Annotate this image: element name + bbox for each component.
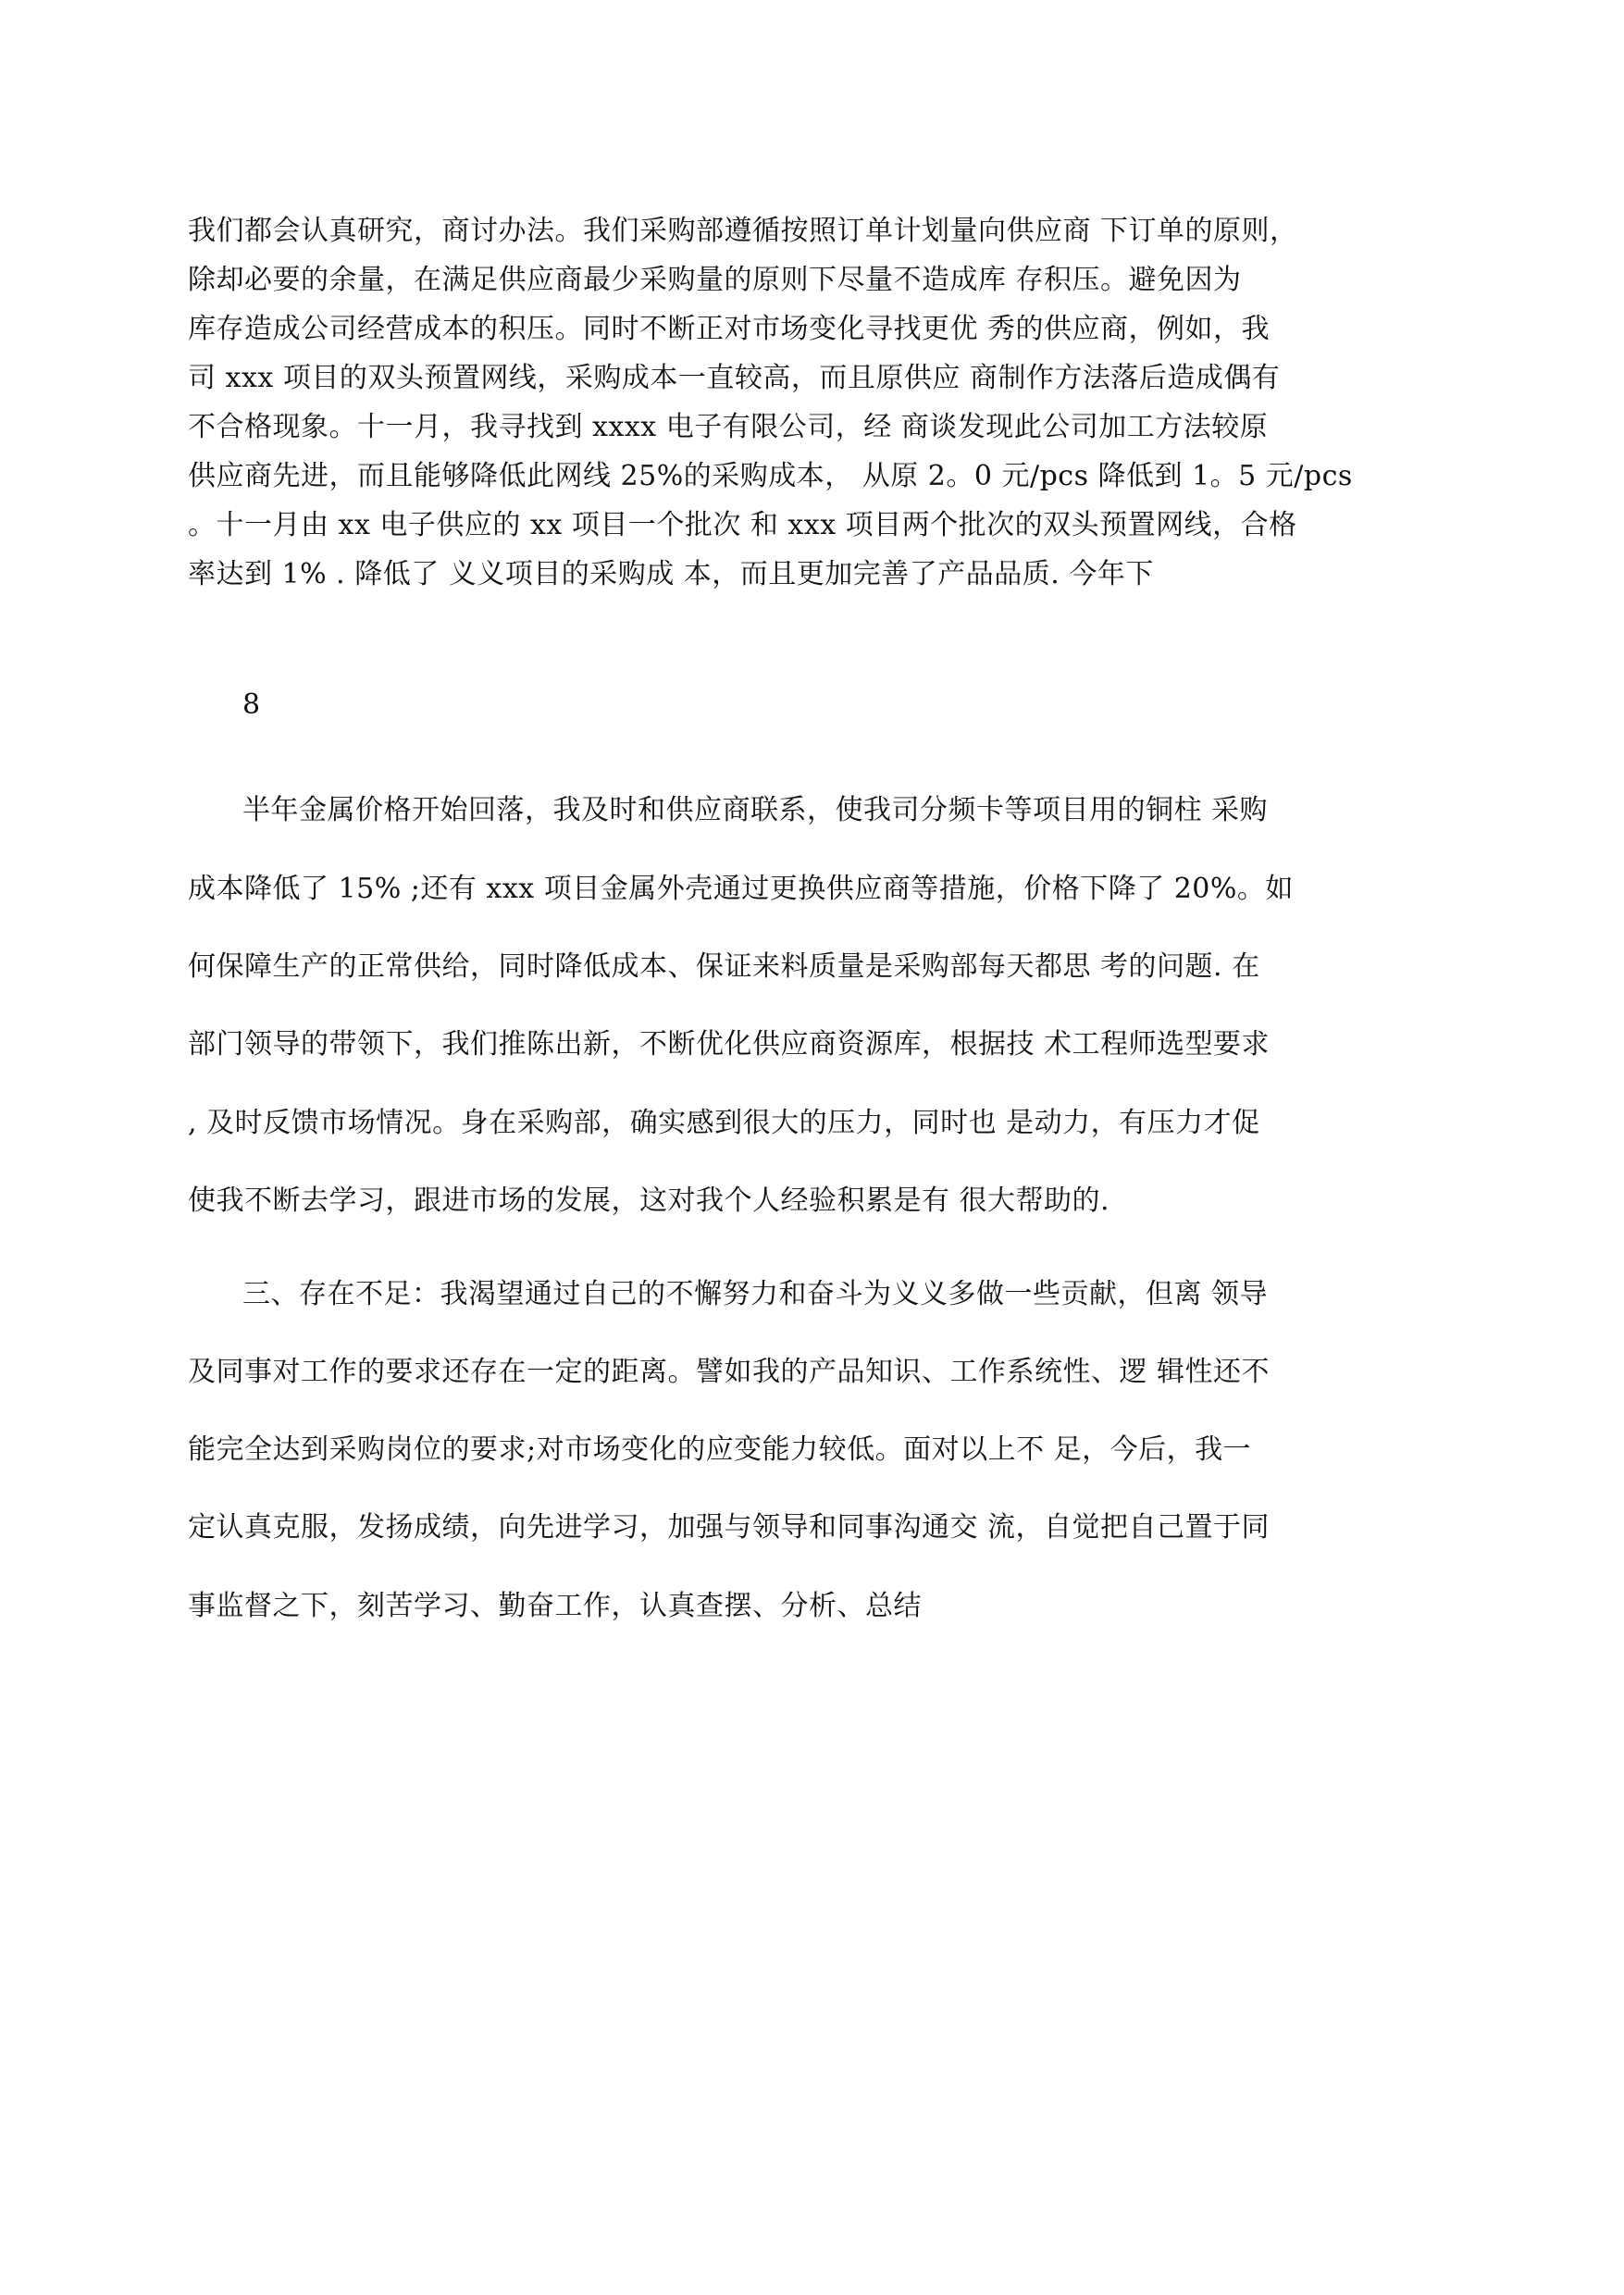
- text-line: 能完全达到采购岗位的要求;对市场变化的应变能力较低。面对以上不 足，今后，我一: [188, 1433, 1252, 1466]
- text-line: 何保障生产的正常供给，同时降低成本、保证来料质量是采购部每天都思 考的问题. 在: [188, 950, 1260, 983]
- page-number: 8: [242, 688, 261, 721]
- text-line: 供应商先进，而且能够降低此网线 25%的采购成本， 从原 2。0 元/pcs 降低到 1。5 元/pcs: [188, 460, 1353, 492]
- text-line: 我们都会认真研究，商讨办法。我们采购部遵循按照订单计划量向供应商 下订单的原则，: [188, 215, 1298, 247]
- text-line: 三、存在不足：我渴望通过自己的不懈努力和奋斗为义义多做一些贡献，但离 领导: [242, 1278, 1269, 1310]
- text-line: 。十一月由 xx 电子供应的 xx 项目一个批次 和 xxx 项目两个批次的双头预置网线，合格: [188, 509, 1297, 541]
- text-line: 半年金属价格开始回落，我及时和供应商联系，使我司分频卡等项目用的铜柱 采购: [242, 794, 1269, 826]
- text-line: 率达到 1% . 降低了 义义项目的采购成 本，而且更加完善了产品品质. 今年下: [188, 558, 1154, 590]
- text-line: 除却必要的余量，在满足供应商最少采购量的原则下尽量不造成库 存积压。避免因为: [188, 264, 1242, 296]
- text-line: 事监督之下，刻苦学习、勤奋工作，认真查摆、分析、总结: [188, 1590, 922, 1622]
- text-line: 使我不断去学习，跟进市场的发展，这对我个人经验积累是有 很大帮助的.: [188, 1185, 1110, 1217]
- text-line: 部门领导的带领下，我们推陈出新，不断优化供应商资源库，根据技 术工程师选型要求: [188, 1028, 1271, 1061]
- text-line: 及同事对工作的要求还存在一定的距离。譬如我的产品知识、工作系统性、逻 辑性还不: [188, 1356, 1271, 1388]
- text-line: 定认真克服，发扬成绩，向先进学习，加强与领导和同事沟通交 流，自觉把自己置于同: [188, 1511, 1271, 1544]
- text-line: 司 xxx 项目的双头预置网线，采购成本一直较高，而且原供应 商制作方法落后造成偶有: [188, 362, 1281, 394]
- text-line: 库存造成公司经营成本的积压。同时不断正对市场变化寻找更优 秀的供应商，例如，我: [188, 313, 1271, 345]
- text-line: 不合格现象。十一月，我寻找到 xxxx 电子有限公司，经 商谈发现此公司加工方法较原: [188, 411, 1269, 443]
- text-line: , 及时反馈市场情况。身在采购部，确实感到很大的压力，同时也 是动力，有压力才促: [188, 1107, 1260, 1139]
- text-line: 成本降低了 15% ;还有 xxx 项目金属外壳通过更换供应商等措施，价格下降了 20%。如: [188, 873, 1294, 905]
